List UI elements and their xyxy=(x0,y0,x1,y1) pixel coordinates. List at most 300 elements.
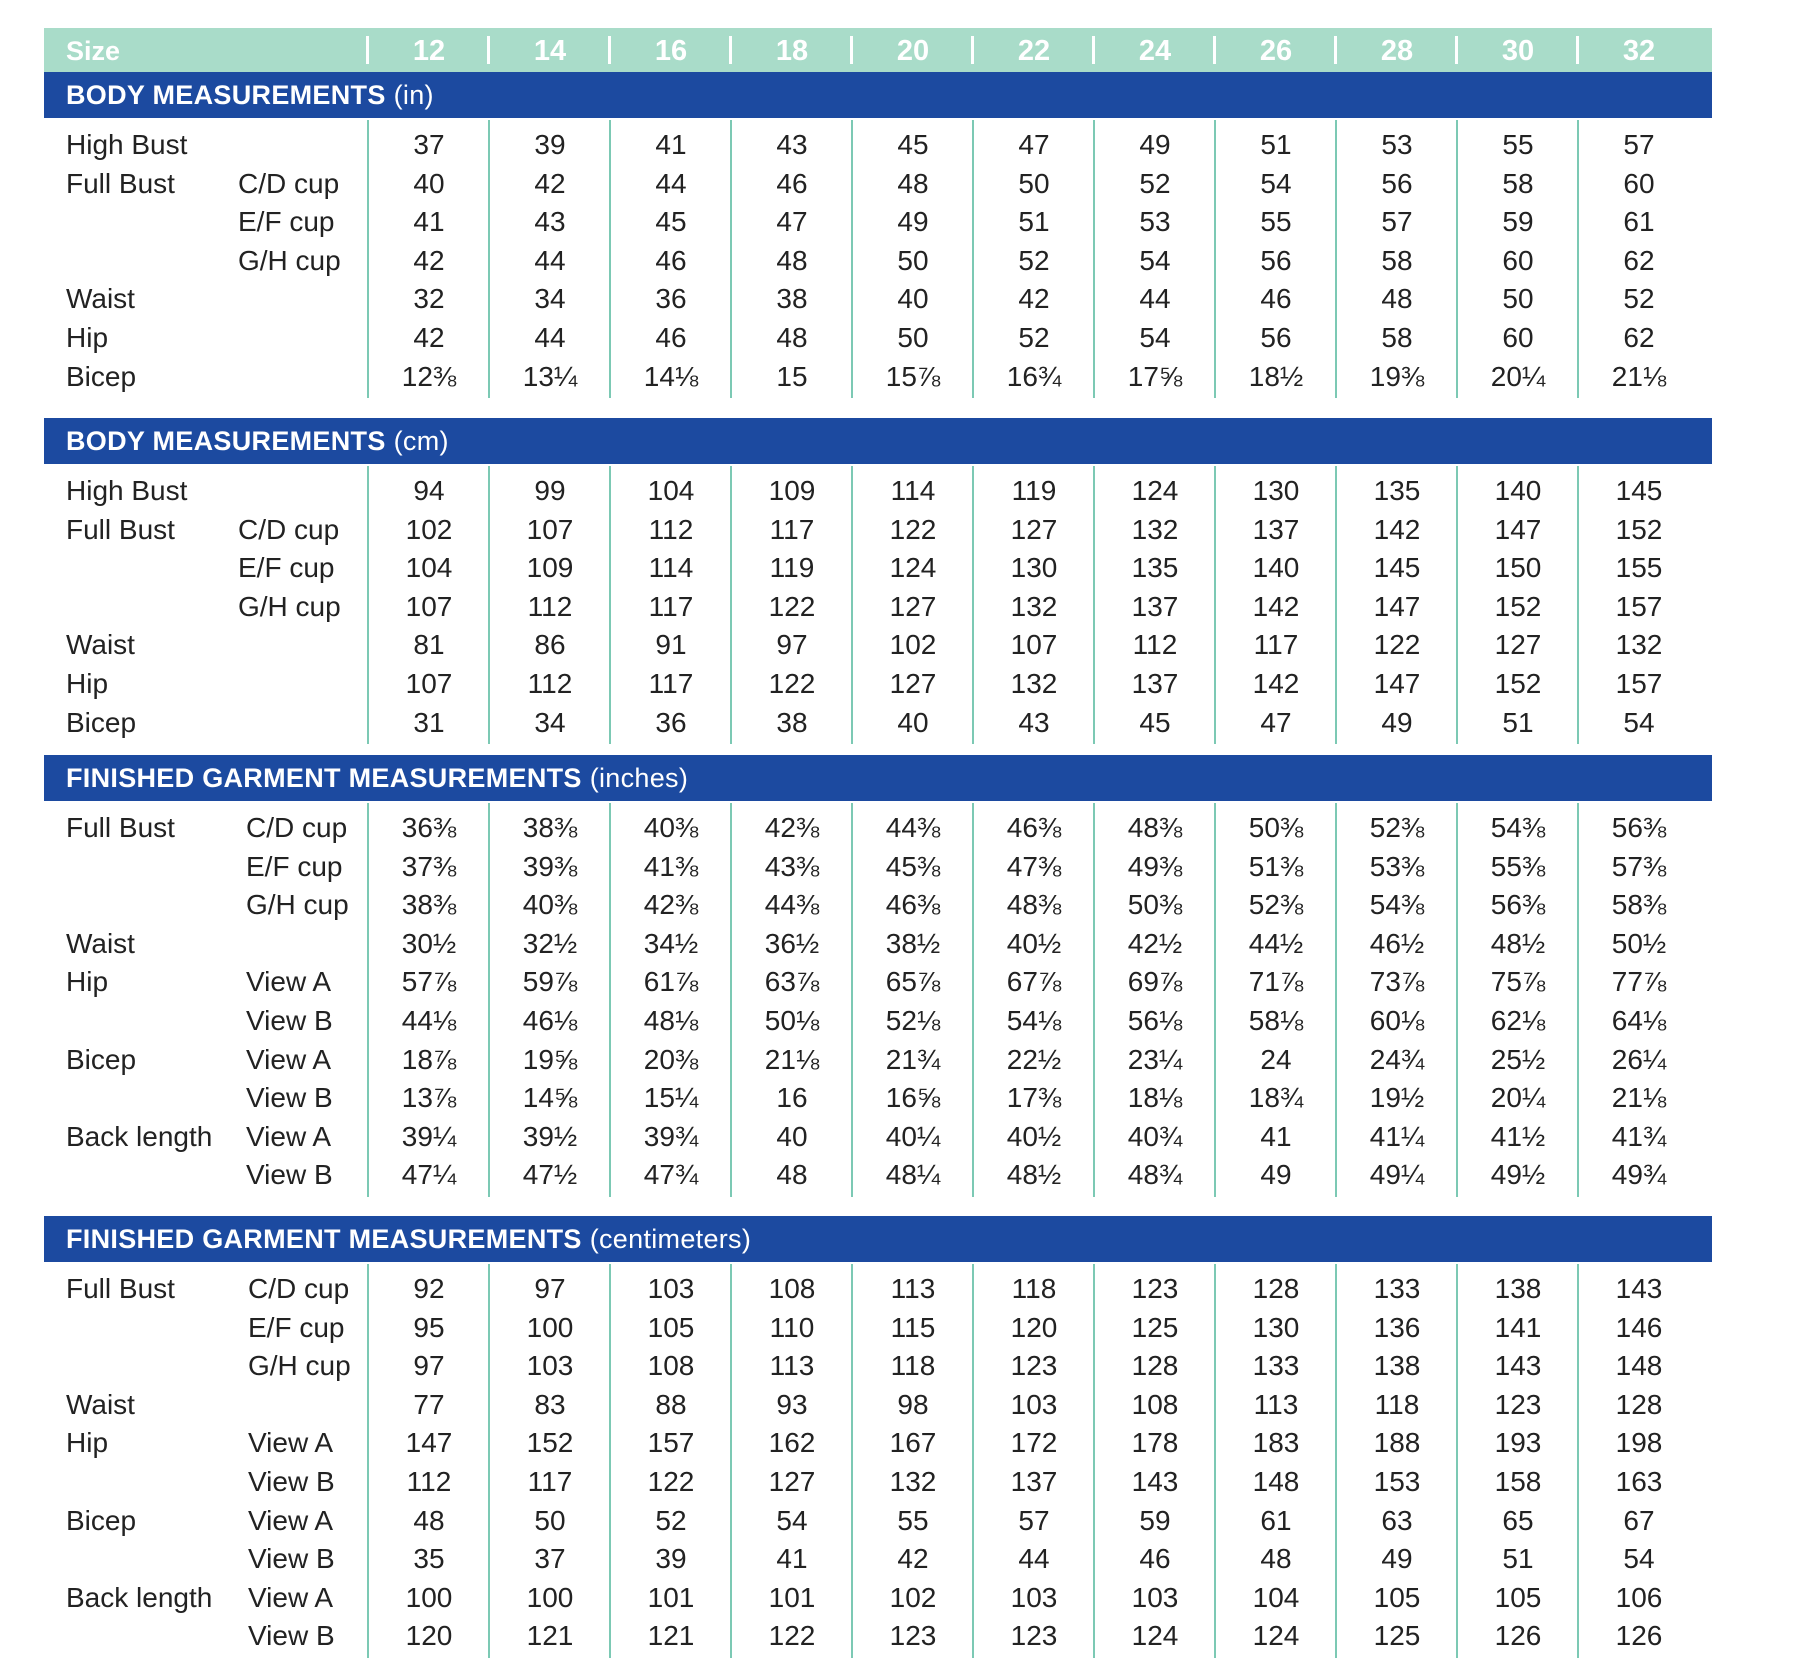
table-cell: 152 xyxy=(1494,668,1542,699)
section-band-2 xyxy=(44,755,1712,801)
table-cell: 63⅞ xyxy=(764,966,820,998)
table-cell: 43 xyxy=(534,206,566,238)
table-cell: 117 xyxy=(648,668,694,699)
table-cell: 18⅛ xyxy=(1127,1082,1183,1114)
table-cell: 21⅛ xyxy=(764,1043,820,1075)
row-label: Full Bust xyxy=(66,167,175,199)
table-cell: 172 xyxy=(1010,1427,1058,1459)
table-cell: 40 xyxy=(776,1120,808,1152)
table-cell: 16⅝ xyxy=(885,1082,941,1114)
table-cell: 22½ xyxy=(1006,1043,1062,1075)
table-cell: 88 xyxy=(655,1388,687,1420)
table-cell: 118 xyxy=(890,1350,936,1382)
table-cell: 147 xyxy=(1373,590,1421,622)
table-cell: 83 xyxy=(534,1388,566,1420)
table-cell: 138 xyxy=(1373,1350,1421,1382)
table-cell: 40⅜ xyxy=(643,812,699,843)
table-cell: 19½ xyxy=(1369,1082,1425,1114)
table-cell: 52 xyxy=(1623,283,1655,315)
table-cell: 18⅞ xyxy=(401,1043,457,1075)
table-cell: 54⅜ xyxy=(1369,889,1425,921)
table-cell: 132 xyxy=(889,1466,937,1497)
row-label: High Bust xyxy=(66,129,188,160)
size-header-divider xyxy=(729,36,732,64)
table-cell: 145 xyxy=(1615,475,1663,506)
table-cell: 98 xyxy=(897,1388,929,1420)
table-cell: 91 xyxy=(655,629,687,661)
table-cell: 53 xyxy=(1139,206,1171,238)
table-cell: 41¾ xyxy=(1611,1120,1667,1152)
table-cell: 104 xyxy=(405,552,453,584)
table-cell: 47½ xyxy=(522,1159,578,1191)
table-cell: 58⅛ xyxy=(1248,1005,1304,1036)
size-header-30: 30 xyxy=(1501,35,1535,67)
table-cell: 61 xyxy=(1260,1504,1292,1536)
table-cell: 130 xyxy=(1010,552,1058,584)
row-label: High Bust xyxy=(66,475,188,506)
table-cell: 36 xyxy=(655,283,687,315)
table-cell: 105 xyxy=(1494,1581,1542,1613)
table-cell: 54⅛ xyxy=(1006,1005,1062,1036)
table-cell: 152 xyxy=(1615,513,1663,545)
table-cell: 56 xyxy=(1260,244,1292,276)
size-header-divider xyxy=(1576,36,1579,64)
table-cell: 52⅜ xyxy=(1248,889,1304,921)
table-cell: 49 xyxy=(897,206,929,238)
table-cell: 54 xyxy=(1260,167,1292,199)
table-cell: 152 xyxy=(526,1427,574,1459)
table-cell: 52⅜ xyxy=(1369,812,1425,843)
table-cell: 46⅜ xyxy=(885,889,941,921)
table-cell: 49½ xyxy=(1490,1159,1546,1191)
table-cell: 43⅜ xyxy=(764,850,820,882)
table-cell: 55 xyxy=(1502,129,1534,160)
table-cell: 50 xyxy=(1018,167,1050,199)
size-header-divider xyxy=(487,36,490,64)
table-cell: 50 xyxy=(897,322,929,353)
row-label: Hip xyxy=(66,668,109,699)
table-cell: 99 xyxy=(534,475,566,506)
table-cell: 107 xyxy=(405,590,453,622)
table-cell: 113 xyxy=(1253,1388,1299,1420)
table-cell: 122 xyxy=(647,1466,695,1497)
table-cell: 51 xyxy=(1502,706,1534,738)
row-sublabel: E/F cup xyxy=(246,850,343,882)
row-label: Bicep xyxy=(66,1043,137,1075)
table-cell: 126 xyxy=(1494,1620,1542,1652)
table-cell: 86 xyxy=(534,629,566,661)
table-cell: 125 xyxy=(1131,1311,1179,1343)
size-header-24: 24 xyxy=(1138,35,1172,67)
row-label: Full Bust xyxy=(66,812,175,843)
size-header-12: 12 xyxy=(412,35,446,67)
section-title xyxy=(66,418,449,464)
section-unit: (inches) xyxy=(589,763,689,793)
table-cell: 39 xyxy=(655,1543,687,1575)
table-cell: 117 xyxy=(527,1466,573,1497)
row-sublabel: C/D cup xyxy=(246,812,348,843)
table-cell: 119 xyxy=(1011,475,1057,506)
size-header-label: Size xyxy=(66,36,121,66)
table-cell: 58⅜ xyxy=(1611,889,1667,921)
table-cell: 117 xyxy=(769,513,815,545)
table-cell: 45 xyxy=(897,129,929,160)
table-cell: 137 xyxy=(1252,513,1300,545)
table-cell: 20¼ xyxy=(1490,360,1546,392)
table-cell: 35 xyxy=(413,1543,445,1575)
row-sublabel: View A xyxy=(248,1504,334,1536)
row-sublabel: View B xyxy=(246,1159,333,1191)
table-cell: 92 xyxy=(413,1273,445,1304)
table-cell: 44 xyxy=(534,322,566,353)
row-sublabel: G/H cup xyxy=(238,590,341,622)
table-cell: 48⅜ xyxy=(1127,812,1183,843)
table-cell: 56 xyxy=(1260,322,1292,353)
table-cell: 143 xyxy=(1494,1350,1542,1382)
table-cell: 102 xyxy=(405,513,453,545)
row-label: Waist xyxy=(66,927,135,959)
table-cell: 44 xyxy=(534,244,566,276)
section-unit: (in) xyxy=(393,80,434,110)
table-cell: 48¼ xyxy=(885,1159,941,1191)
table-cell: 147 xyxy=(1373,668,1421,699)
table-cell: 142 xyxy=(1252,668,1300,699)
table-cell: 50⅜ xyxy=(1248,812,1304,843)
table-cell: 38 xyxy=(776,283,808,315)
table-cell: 71⅞ xyxy=(1248,966,1304,998)
table-cell: 42 xyxy=(413,322,445,353)
table-cell: 112 xyxy=(406,1466,452,1497)
table-cell: 103 xyxy=(1010,1581,1058,1613)
table-cell: 122 xyxy=(1373,629,1421,661)
table-cell: 124 xyxy=(1131,1620,1179,1652)
table-cell: 118 xyxy=(1011,1273,1057,1304)
table-cell: 118 xyxy=(1374,1388,1420,1420)
table-cell: 62 xyxy=(1623,322,1655,353)
table-cell: 112 xyxy=(648,513,694,545)
table-cell: 122 xyxy=(768,1620,816,1652)
size-header-divider xyxy=(850,36,853,64)
table-cell: 157 xyxy=(1615,668,1663,699)
table-cell: 40½ xyxy=(1006,927,1062,959)
table-cell: 64⅛ xyxy=(1611,1005,1667,1036)
table-cell: 31 xyxy=(413,706,445,738)
table-cell: 48 xyxy=(897,167,929,199)
table-cell: 100 xyxy=(405,1581,453,1613)
table-cell: 153 xyxy=(1373,1466,1421,1497)
table-cell: 44½ xyxy=(1248,927,1304,959)
table-cell: 45⅜ xyxy=(885,850,941,882)
table-cell: 60 xyxy=(1502,322,1534,353)
row-sublabel: View B xyxy=(248,1620,335,1652)
table-cell: 132 xyxy=(1131,513,1179,545)
table-cell: 137 xyxy=(1131,668,1179,699)
table-cell: 52 xyxy=(1018,244,1050,276)
table-cell: 12⅜ xyxy=(401,360,457,392)
row-sublabel: View B xyxy=(248,1543,335,1575)
table-cell: 38⅜ xyxy=(401,889,457,921)
table-cell: 30½ xyxy=(401,927,457,959)
table-cell: 127 xyxy=(1494,629,1542,661)
table-cell: 41 xyxy=(776,1543,808,1575)
table-cell: 54 xyxy=(1623,1543,1655,1575)
table-cell: 55 xyxy=(1260,206,1292,238)
table-cell: 49 xyxy=(1139,129,1171,160)
table-cell: 97 xyxy=(776,629,808,661)
table-cell: 38 xyxy=(776,706,808,738)
table-cell: 56⅛ xyxy=(1127,1005,1183,1036)
table-cell: 123 xyxy=(1494,1388,1542,1420)
table-cell: 117 xyxy=(1253,629,1299,661)
table-cell: 13¼ xyxy=(522,360,578,392)
table-cell: 36 xyxy=(655,706,687,738)
table-cell: 150 xyxy=(1494,552,1542,584)
table-cell: 38⅜ xyxy=(522,812,578,843)
size-header-18: 18 xyxy=(775,35,809,67)
table-cell: 44⅜ xyxy=(885,812,941,843)
table-cell: 141 xyxy=(1494,1311,1542,1343)
table-cell: 146 xyxy=(1615,1311,1663,1343)
section-title-text: FINISHED GARMENT MEASUREMENTS xyxy=(66,763,582,793)
table-cell: 107 xyxy=(526,513,574,545)
size-header-divider xyxy=(1455,36,1458,64)
table-cell: 39½ xyxy=(522,1120,578,1152)
table-cell: 40¼ xyxy=(885,1120,941,1152)
table-cell: 127 xyxy=(889,668,937,699)
table-cell: 94 xyxy=(413,475,445,506)
table-cell: 147 xyxy=(405,1427,453,1459)
table-cell: 183 xyxy=(1252,1427,1300,1459)
row-label: Bicep xyxy=(66,360,137,392)
table-cell: 42 xyxy=(413,244,445,276)
table-cell: 100 xyxy=(526,1311,574,1343)
table-cell: 58 xyxy=(1381,244,1413,276)
table-cell: 122 xyxy=(768,590,816,622)
table-cell: 114 xyxy=(648,552,694,584)
table-cell: 97 xyxy=(413,1350,445,1382)
table-cell: 34 xyxy=(534,706,566,738)
table-cell: 130 xyxy=(1252,475,1300,506)
table-cell: 24 xyxy=(1260,1043,1292,1075)
size-header-28: 28 xyxy=(1380,35,1414,67)
table-cell: 51 xyxy=(1018,206,1050,238)
table-cell: 121 xyxy=(526,1620,574,1652)
table-cell: 135 xyxy=(1373,475,1421,506)
table-cell: 138 xyxy=(1494,1273,1542,1304)
table-cell: 56⅜ xyxy=(1490,889,1546,921)
section-unit: (cm) xyxy=(393,426,449,456)
row-sublabel: E/F cup xyxy=(248,1311,345,1343)
table-cell: 52 xyxy=(1018,322,1050,353)
table-cell: 124 xyxy=(1252,1620,1300,1652)
table-cell: 135 xyxy=(1131,552,1179,584)
table-cell: 36½ xyxy=(764,927,820,959)
table-cell: 120 xyxy=(1010,1311,1058,1343)
table-cell: 162 xyxy=(768,1427,816,1459)
table-cell: 41 xyxy=(1260,1120,1292,1152)
table-cell: 50 xyxy=(1502,283,1534,315)
table-cell: 47¼ xyxy=(401,1159,457,1191)
table-cell: 62 xyxy=(1623,244,1655,276)
table-cell: 18½ xyxy=(1248,360,1304,392)
row-label: Bicep xyxy=(66,706,137,738)
size-header-divider xyxy=(1334,36,1337,64)
table-cell: 48½ xyxy=(1490,927,1546,959)
table-cell: 54 xyxy=(1623,706,1655,738)
table-cell: 121 xyxy=(647,1620,695,1652)
table-cell: 142 xyxy=(1373,513,1421,545)
size-header-divider xyxy=(1213,36,1216,64)
table-cell: 155 xyxy=(1615,552,1663,584)
table-cell: 193 xyxy=(1494,1427,1542,1459)
section-title-text: FINISHED GARMENT MEASUREMENTS xyxy=(66,1224,582,1254)
table-cell: 61 xyxy=(1623,206,1655,238)
table-cell: 132 xyxy=(1010,590,1058,622)
table-cell: 101 xyxy=(768,1581,816,1613)
table-cell: 132 xyxy=(1615,629,1663,661)
table-cell: 20⅜ xyxy=(643,1043,699,1075)
table-cell: 40 xyxy=(897,283,929,315)
table-cell: 95 xyxy=(413,1311,445,1343)
table-cell: 49¾ xyxy=(1611,1159,1667,1191)
table-cell: 128 xyxy=(1131,1350,1179,1382)
table-cell: 123 xyxy=(1010,1350,1058,1382)
table-cell: 133 xyxy=(1373,1273,1421,1304)
table-cell: 14⅝ xyxy=(522,1082,578,1114)
table-cell: 105 xyxy=(647,1311,695,1343)
size-header-20: 20 xyxy=(896,35,930,67)
table-cell: 17⅜ xyxy=(1006,1082,1062,1114)
row-sublabel: View A xyxy=(248,1581,334,1613)
table-cell: 60 xyxy=(1623,167,1655,199)
row-label: Back length xyxy=(66,1581,213,1613)
row-label: Waist xyxy=(66,629,135,661)
row-sublabel: C/D cup xyxy=(238,513,340,545)
table-cell: 113 xyxy=(769,1350,815,1382)
table-cell: 47 xyxy=(1018,129,1050,160)
table-cell: 37 xyxy=(413,129,445,160)
table-cell: 140 xyxy=(1252,552,1300,584)
table-cell: 148 xyxy=(1252,1466,1300,1497)
table-cell: 67⅞ xyxy=(1006,966,1062,998)
table-cell: 100 xyxy=(526,1581,574,1613)
table-cell: 142 xyxy=(1252,590,1300,622)
row-label: Hip xyxy=(66,1427,109,1459)
table-cell: 50 xyxy=(897,244,929,276)
row-sublabel: C/D cup xyxy=(238,167,340,199)
table-cell: 46½ xyxy=(1369,927,1425,959)
row-label: Bicep xyxy=(66,1504,137,1536)
table-cell: 65⅞ xyxy=(885,966,941,998)
table-cell: 45 xyxy=(1139,706,1171,738)
table-cell: 117 xyxy=(648,590,694,622)
section-band-3 xyxy=(44,1216,1712,1262)
table-cell: 102 xyxy=(889,629,937,661)
table-cell: 42 xyxy=(897,1543,929,1575)
table-cell: 39¼ xyxy=(401,1120,457,1152)
table-cell: 52 xyxy=(1139,167,1171,199)
table-cell: 119 xyxy=(769,552,815,584)
table-cell: 130 xyxy=(1252,1311,1300,1343)
table-cell: 48½ xyxy=(1006,1159,1062,1191)
table-cell: 23¼ xyxy=(1127,1043,1183,1075)
table-cell: 124 xyxy=(889,552,937,584)
table-cell: 36⅜ xyxy=(401,812,457,843)
table-cell: 46⅜ xyxy=(1006,812,1062,843)
table-cell: 53⅜ xyxy=(1369,850,1425,882)
table-cell: 41⅜ xyxy=(643,850,699,882)
row-sublabel: G/H cup xyxy=(248,1350,351,1382)
table-cell: 152 xyxy=(1494,590,1542,622)
table-cell: 44 xyxy=(1018,1543,1050,1575)
table-cell: 46 xyxy=(655,322,687,353)
table-cell: 103 xyxy=(1010,1388,1058,1420)
table-cell: 126 xyxy=(1615,1620,1663,1652)
table-cell: 198 xyxy=(1615,1427,1663,1459)
table-cell: 75⅞ xyxy=(1490,966,1546,998)
row-label: Hip xyxy=(66,322,109,353)
table-cell: 44⅛ xyxy=(401,1005,457,1036)
table-cell: 49⅜ xyxy=(1127,850,1183,882)
table-cell: 133 xyxy=(1252,1350,1300,1382)
table-cell: 50 xyxy=(534,1504,566,1536)
table-cell: 63 xyxy=(1381,1504,1413,1536)
table-cell: 44⅜ xyxy=(764,889,820,921)
table-cell: 16¾ xyxy=(1006,360,1062,392)
table-cell: 17⅝ xyxy=(1127,360,1183,392)
row-sublabel: View A xyxy=(246,966,332,998)
section-title xyxy=(66,72,434,118)
table-cell: 26¼ xyxy=(1611,1043,1667,1075)
table-cell: 127 xyxy=(768,1466,816,1497)
size-header-divider xyxy=(1092,36,1095,64)
section-unit: (centimeters) xyxy=(589,1224,752,1254)
table-cell: 34½ xyxy=(643,927,699,959)
table-cell: 81 xyxy=(413,629,445,661)
table-cell: 112 xyxy=(527,590,573,622)
table-cell: 108 xyxy=(647,1350,695,1382)
section-title-text: BODY MEASUREMENTS xyxy=(66,426,386,456)
table-cell: 49 xyxy=(1260,1159,1292,1191)
table-cell: 50⅛ xyxy=(764,1005,820,1036)
table-cell: 40½ xyxy=(1006,1120,1062,1152)
table-cell: 107 xyxy=(405,668,453,699)
table-cell: 108 xyxy=(768,1273,816,1304)
table-cell: 110 xyxy=(769,1311,815,1343)
table-cell: 47 xyxy=(1260,706,1292,738)
table-cell: 49¼ xyxy=(1369,1159,1425,1191)
table-cell: 59 xyxy=(1139,1504,1171,1536)
table-cell: 97 xyxy=(534,1273,566,1304)
table-cell: 40 xyxy=(413,167,445,199)
row-sublabel: View B xyxy=(248,1466,335,1497)
row-sublabel: E/F cup xyxy=(238,206,335,238)
table-cell: 50⅜ xyxy=(1127,889,1183,921)
table-cell: 163 xyxy=(1615,1466,1663,1497)
table-cell: 57⅜ xyxy=(1611,850,1667,882)
row-sublabel: G/H cup xyxy=(238,244,341,276)
table-cell: 50½ xyxy=(1611,927,1667,959)
section-title-text: BODY MEASUREMENTS xyxy=(66,80,386,110)
table-cell: 21⅛ xyxy=(1611,360,1667,392)
table-cell: 101 xyxy=(647,1581,695,1613)
table-cell: 61⅞ xyxy=(643,966,699,998)
table-cell: 120 xyxy=(405,1620,453,1652)
row-label: Back length xyxy=(66,1120,213,1152)
table-cell: 128 xyxy=(1252,1273,1300,1304)
row-sublabel: View B xyxy=(246,1082,333,1114)
table-cell: 112 xyxy=(527,668,573,699)
